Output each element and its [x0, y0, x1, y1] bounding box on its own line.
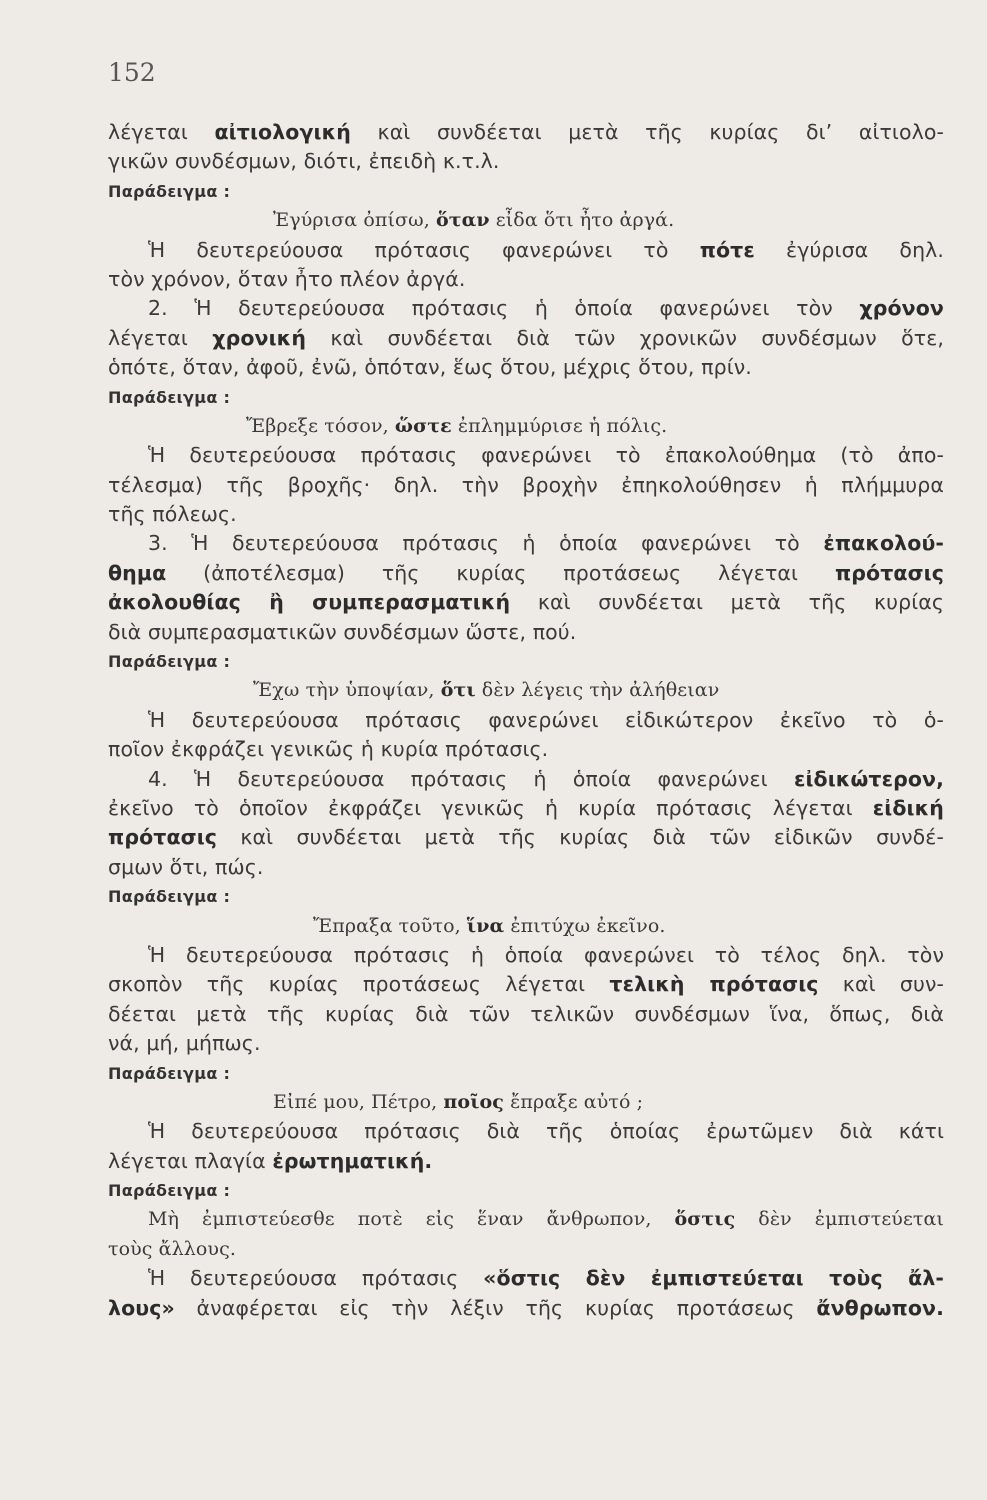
text: ἔπραξε αὐτό ; [503, 1090, 644, 1113]
text: Ἡ δευτερεύουσα πρότασις φανερώνει τὸ [148, 237, 700, 262]
text-line: Ἡ δευτερεύουσα πρότασις φανερώνει εἰδικώτερον ἐκεῖνο τὸ ὁ- [148, 707, 944, 732]
bold-term: τελικὴ πρότασις [609, 972, 819, 997]
bold-term: ποῖος [443, 1090, 504, 1113]
text-line [108, 970, 944, 999]
text-line: νά, μή, μήπως. [108, 1031, 261, 1056]
example-label: Παράδειγμα : [108, 887, 231, 907]
bold-term: ὅταν [436, 209, 490, 232]
text-line: Ἡ δευτερεύουσα πρότασις φανερώνει τὸ ἐπακολούθημα (τὸ ἀπο- [148, 443, 944, 468]
example-label: Παράδειγμα : [108, 1181, 231, 1201]
text-line [108, 794, 944, 823]
text: Ἐγύρισα ὀπίσω, [273, 209, 436, 232]
bold-term: ἐπακολού- [823, 531, 944, 556]
text-line: τέλεσμα) τῆς βροχῆς· δηλ. τὴν βροχὴν ἐπηκολούθησεν ἡ πλήμμυρα [108, 472, 944, 497]
text-line [108, 765, 944, 794]
text: Ἡ δευτερεύουσα πρότασις [148, 1266, 484, 1291]
example-sentence: τοὺς ἄλλους. [108, 1237, 236, 1260]
bold-term: ἐρωτηματική. [272, 1148, 433, 1173]
text-line [108, 1264, 944, 1293]
text-line [108, 529, 944, 558]
text-line [108, 118, 944, 147]
text: Ἔπραξα τοῦτο, [313, 914, 467, 937]
text-line [108, 236, 944, 265]
text: Εἰπέ μου, Πέτρο, [273, 1090, 444, 1113]
example-label: Παράδειγμα : [108, 387, 231, 407]
text: λέγεται [108, 325, 213, 350]
text: ἐπιτύχω ἐκεῖνο. [504, 914, 666, 937]
text: καὶ συνδέεται μετὰ τῆς κυρίας διὰ τῶν εἰδικῶν συνδέ- [217, 825, 944, 850]
text: καὶ συν- [818, 972, 944, 997]
bold-term: εἰδική [872, 795, 944, 820]
example-label: Παράδειγμα : [108, 1063, 231, 1083]
bold-term: χρονική [212, 325, 307, 350]
text-line: τὸν χρόνον, ὅταν ἦτο πλέον ἀργά. [108, 266, 466, 291]
bold-term: ἀκολουθίας ἢ συμπερασματική [108, 590, 511, 615]
text: εἶδα ὅτι ἦτο ἀργά. [489, 209, 675, 232]
text: λέγεται [108, 120, 215, 144]
text-line: δέεται μετὰ τῆς κυρίας διὰ τῶν τελικῶν συνδέσμων ἵνα, ὅπως, διὰ [108, 1001, 944, 1026]
example-label: Παράδειγμα : [108, 181, 231, 201]
bold-term: «ὅστις δὲν ἐμπιστεύεται τοὺς ἄλ- [483, 1266, 944, 1291]
example-sentence [108, 1205, 944, 1234]
bold-term: χρόνον [859, 296, 944, 321]
bold-term: εἰδικώτερον, [793, 766, 944, 791]
example-sentence [108, 206, 944, 235]
text: 4. Ἡ δευτερεύουσα πρότασις ἡ ὁποία φανερώνει [148, 766, 794, 791]
example-label: Παράδειγμα : [108, 652, 231, 672]
text-line [108, 559, 944, 588]
text-line [108, 1294, 944, 1323]
bold-term: πότε [699, 237, 755, 262]
text-line: Ἡ δευτερεύουσα πρότασις διὰ τῆς ὁποίας ἐρωτῶμεν διὰ κάτι [148, 1119, 944, 1144]
text: Ἔχω τὴν ὑποψίαν, [253, 679, 441, 702]
text: 3. Ἡ δευτερεύουσα πρότασις ἡ ὁποία φανερώνει τὸ [148, 531, 824, 556]
example-sentence [108, 412, 944, 441]
text: σκοπὸν τῆς κυρίας προτάσεως λέγεται [108, 972, 610, 997]
text: λέγεται πλαγία [108, 1148, 273, 1173]
text-line: Ἡ δευτερεύουσα πρότασις ἡ ὁποία φανερώνει τὸ τέλος δηλ. τὸν [148, 942, 944, 967]
text: 2. Ἡ δευτερεύουσα πρότασις ἡ ὁποία φανερώνει τὸν [148, 296, 860, 321]
bold-term: πρότασις [834, 560, 944, 585]
text-line [108, 823, 944, 852]
text-line: γικῶν συνδέσμων, διότι, ἐπειδὴ κ.τ.λ. [108, 149, 500, 174]
text: Μὴ ἐμπιστεύεσθε ποτὲ εἰς ἕναν ἄνθρωπον, [148, 1208, 675, 1231]
page-body [108, 118, 944, 1323]
example-sentence [108, 1088, 944, 1117]
text: ἐγύρισα δηλ. [754, 237, 945, 262]
bold-term: λους» [108, 1295, 175, 1320]
text-line [108, 324, 944, 353]
text: καὶ συνδέεται μετὰ τῆς κυρίας [510, 590, 945, 615]
text-line: σμων ὅτι, πώς. [108, 854, 264, 879]
text-line: ποῖον ἐκφράζει γενικῶς ἡ κυρία πρότασις. [108, 737, 549, 762]
bold-term: θημα [108, 560, 167, 585]
text-line [108, 1147, 944, 1176]
bold-term: ὅτι [440, 679, 476, 702]
text-line: τῆς πόλεως. [108, 502, 237, 527]
text: δὲν ἐμπιστεύεται [735, 1208, 944, 1231]
text: καὶ συνδέεται διὰ τῶν χρονικῶν συνδέσμων ὅτε, [306, 325, 945, 350]
bold-term: αἰτιολογική [214, 120, 351, 144]
bold-term: πρότασις [108, 825, 218, 850]
text-line: διὰ συμπερασματικῶν συνδέσμων ὥστε, πού. [108, 619, 577, 644]
text-line [108, 588, 944, 617]
bold-term: ἵνα [466, 914, 505, 937]
text: Ἔβρεξε τόσον, [246, 414, 395, 437]
text: ἐκεῖνο τὸ ὁποῖον ἐκφράζει γενικῶς ἡ κυρία πρότασις λέγεται [108, 795, 873, 820]
text: ἐπλημμύρισε ἡ πόλις. [451, 414, 668, 437]
text: δὲν λέγεις τὴν ἀλήθειαν [475, 679, 720, 702]
text: (ἀποτέλεσμα) τῆς κυρίας προτάσεως λέγεται [166, 560, 835, 585]
text: καὶ συνδέεται μετὰ τῆς κυρίας δι’ αἰτιολο- [350, 120, 944, 144]
bold-term: ὥστε [394, 414, 452, 437]
example-sentence [108, 676, 944, 705]
example-sentence [108, 912, 944, 941]
text: ἀναφέρεται εἰς τὴν λέξιν τῆς κυρίας προτάσεως [174, 1295, 817, 1320]
text-line [108, 294, 944, 323]
text-line: ὁπότε, ὅταν, ἀφοῦ, ἐνῶ, ὁπόταν, ἕως ὅτου, μέχρις ὅτου, πρίν. [108, 355, 752, 380]
bold-term: ὅστις [674, 1208, 736, 1231]
page-number: 152 [108, 58, 156, 87]
bold-term: ἄνθρωπον. [816, 1295, 944, 1320]
